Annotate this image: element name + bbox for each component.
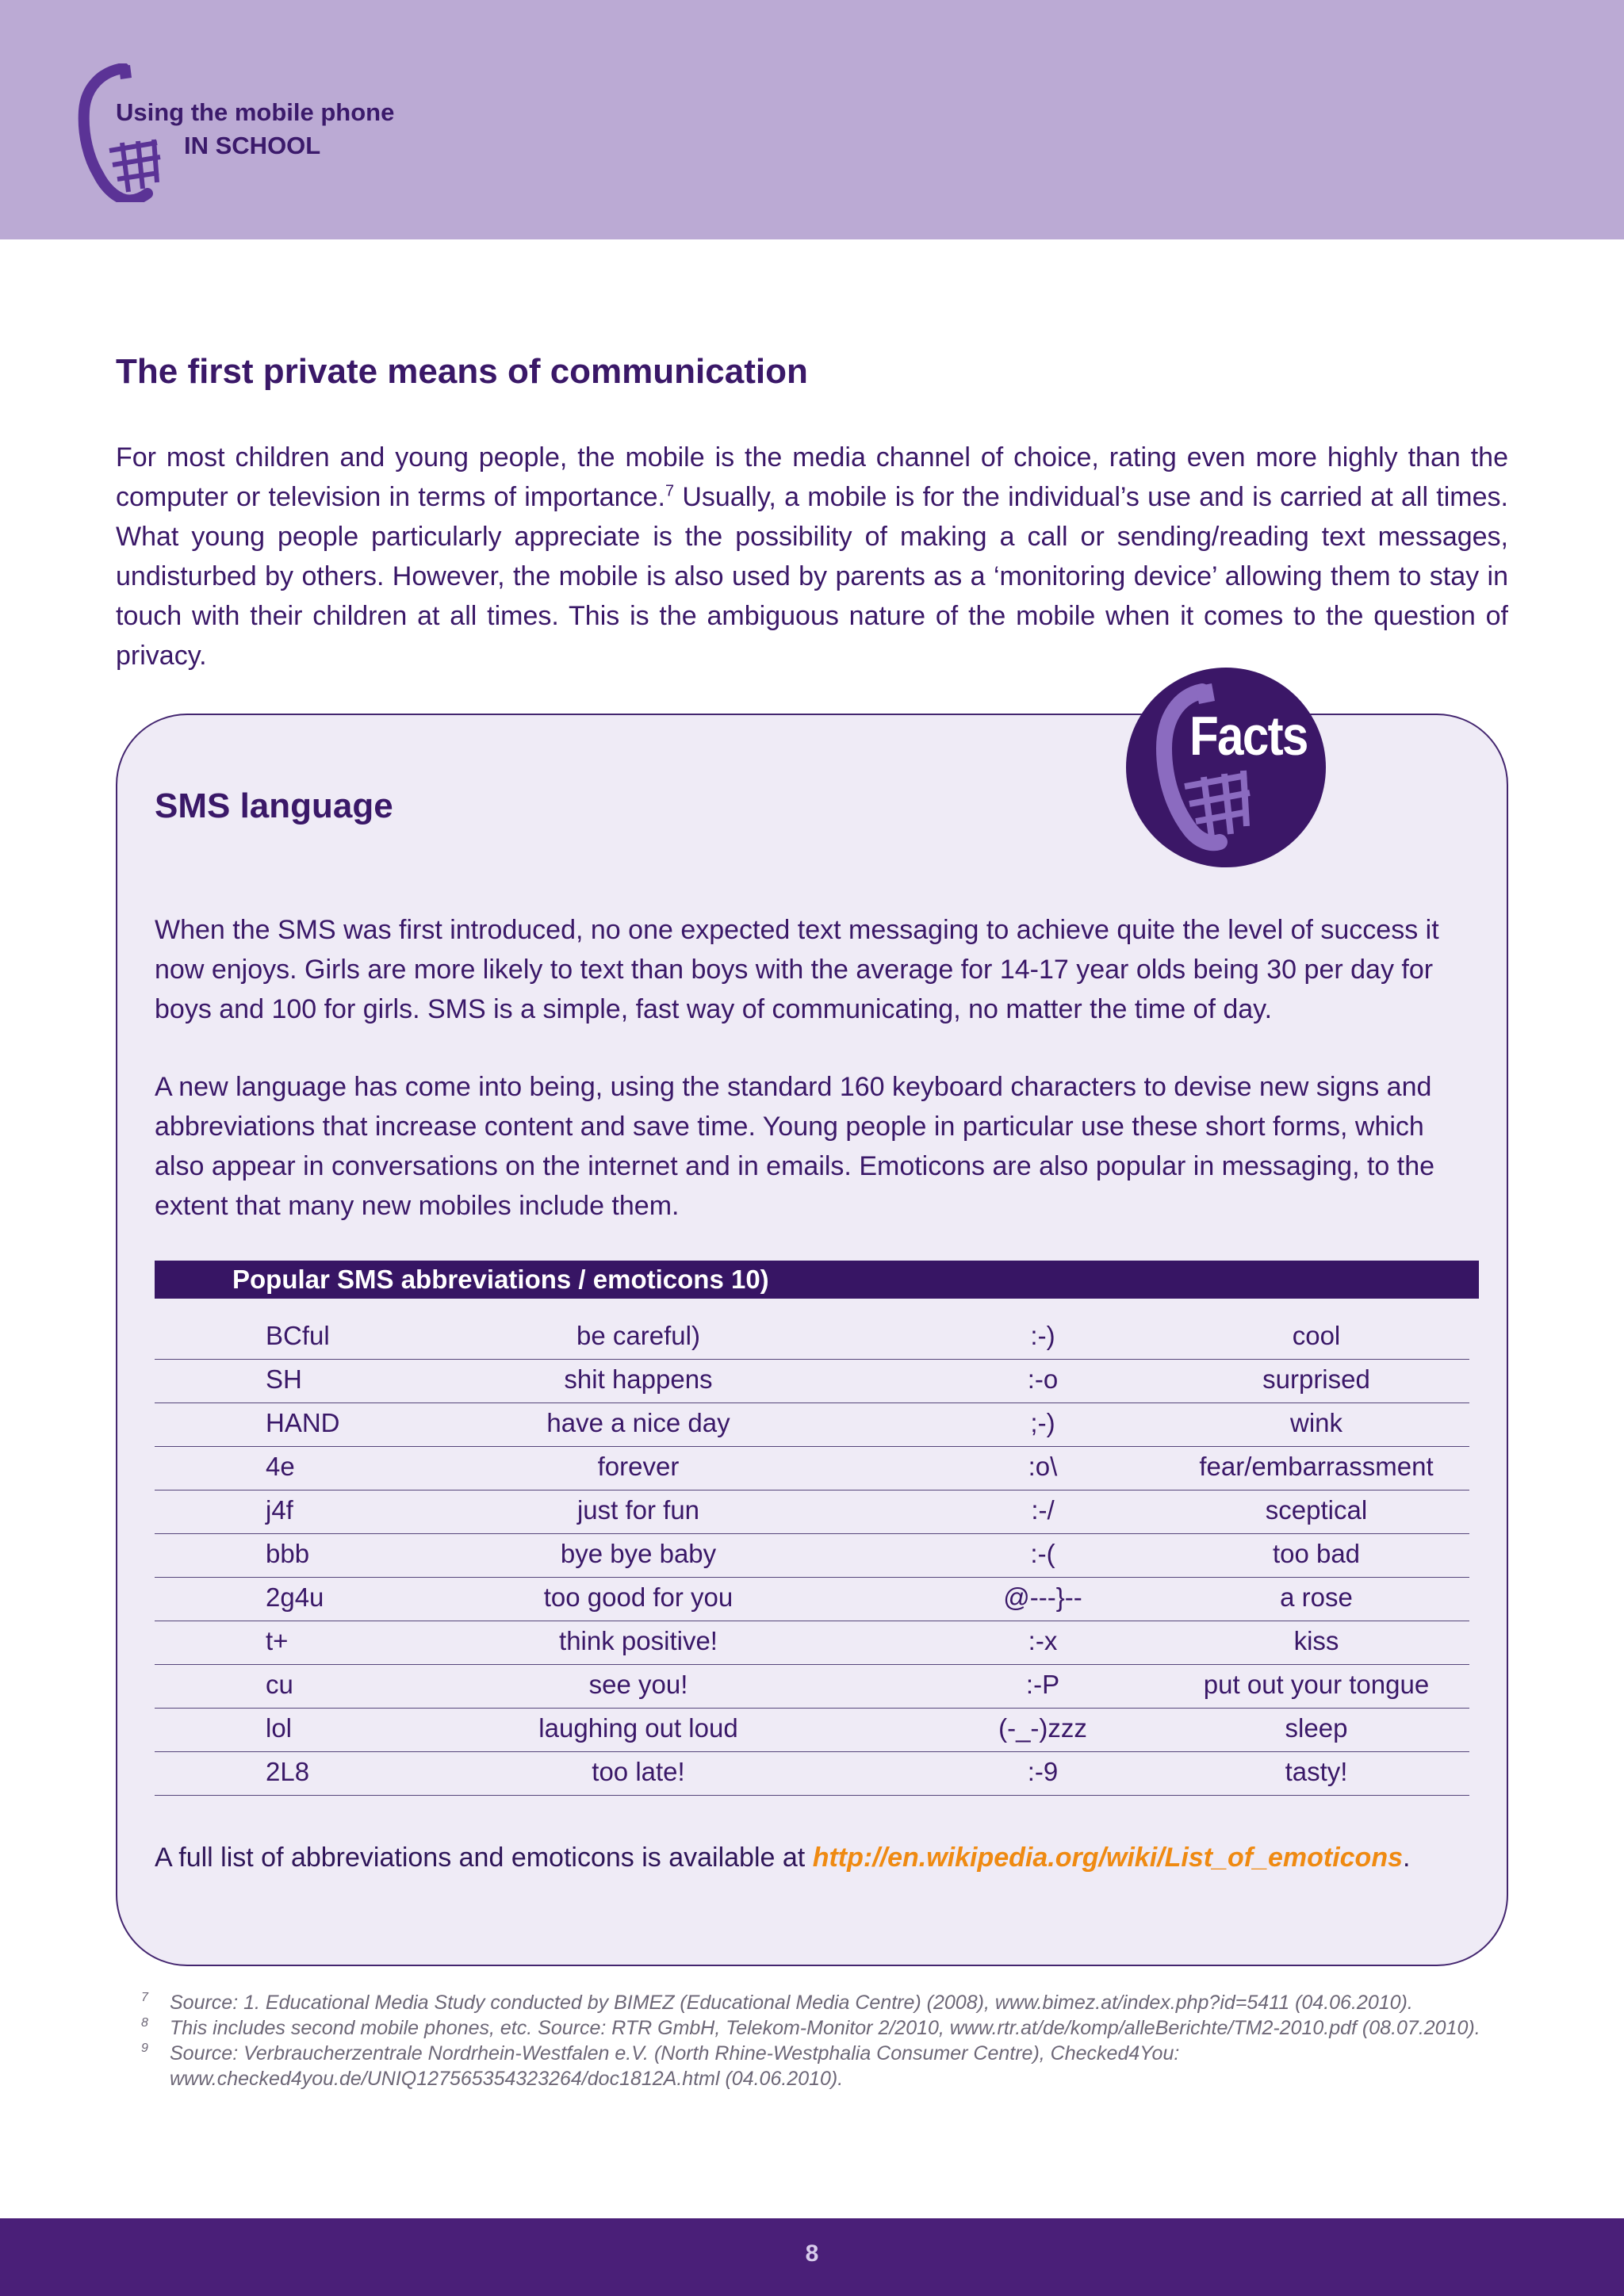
table-row [155, 1578, 1469, 1621]
description-cell: put out your tongue [1203, 1670, 1430, 1699]
meaning-cell: laughing out loud [538, 1713, 738, 1743]
emoticon-cell: (-_-)zzz [998, 1713, 1087, 1743]
emoticon-cell: ;-) [1030, 1408, 1055, 1437]
intro-paragraph [116, 438, 1508, 675]
footnote-number: 9 [141, 2042, 148, 2055]
mobile-phone-icon [78, 63, 173, 202]
table-row [155, 1665, 1469, 1709]
footnote [141, 2015, 1505, 2041]
footnote-number: 7 [141, 1991, 148, 2004]
table-row [155, 1709, 1469, 1752]
description-cell: fear/embarrassment [1199, 1452, 1434, 1481]
meaning-cell: think positive! [559, 1626, 718, 1655]
emoticon-cell: :-( [1030, 1539, 1055, 1568]
emoticon-cell: :-o [1027, 1364, 1059, 1394]
table-row [155, 1447, 1469, 1490]
page-footer [0, 2218, 1624, 2296]
link-sentence [155, 1843, 1410, 1873]
meaning-cell: forever [597, 1452, 680, 1481]
emoticon-cell: :-/ [1031, 1495, 1055, 1525]
footnote [141, 1990, 1505, 2015]
footnotes [141, 1990, 1505, 2091]
footnote-text: Source: 1. Educational Media Study conducted by BIMEZ (Educational Media Centre) (2008), www.bimez.at/index.php?id=5411 (04.06.2010). [170, 1992, 1413, 2014]
abbreviation-cell: BCful [266, 1321, 330, 1350]
description-cell: sceptical [1265, 1495, 1368, 1525]
table-row [155, 1534, 1469, 1578]
description-cell: a rose [1280, 1582, 1353, 1612]
emoticon-cell: :o\ [1028, 1452, 1058, 1481]
emoticons-link[interactable]: http://en.wikipedia.org/wiki/List_of_emoticons [812, 1843, 1404, 1873]
facts-badge-label: Facts [1189, 705, 1308, 767]
emoticon-cell: :-) [1030, 1321, 1055, 1350]
table-row [155, 1752, 1469, 1796]
sms-abbreviations-table [155, 1316, 1469, 1796]
footnote-ref: 7 [665, 482, 675, 500]
description-cell: wink [1289, 1408, 1343, 1437]
description-cell: kiss [1293, 1626, 1339, 1655]
facts-title: SMS language [155, 786, 393, 825]
meaning-cell: too late! [592, 1757, 685, 1786]
facts-paragraph-2: A new language has come into being, using the standard 160 keyboard characters to devise new signs and abbreviations that increase content and save time. Young people in particular use these short forms, which also appear in conversations on the internet and in emails. Emoticons are also popular in messaging, to the extent that many new mobiles include them. [155, 1072, 1435, 1221]
abbreviation-cell: HAND [266, 1408, 340, 1437]
facts-badge [1126, 668, 1326, 867]
footnote-text: This includes second mobile phones, etc. Source: RTR GmbH, Telekom-Monitor 2/2010, www.rtr.at/de/komp/alleBerichte/TM2-2010.pdf (08.07.2010). [170, 2017, 1480, 2039]
emoticon-cell: @---}-- [1003, 1582, 1082, 1612]
table-row [155, 1316, 1469, 1360]
abbreviation-cell: cu [266, 1670, 293, 1699]
emoticon-cell: :-P [1025, 1670, 1060, 1699]
table-row [155, 1490, 1469, 1534]
link-prefix: A full list of abbreviations and emoticons is available at [155, 1843, 813, 1873]
table-row [155, 1360, 1469, 1403]
header-subtitle: IN SCHOOL [184, 132, 321, 159]
intro-text-part1: For most children and young people, the mobile is the media channel of choice, rating even more highly than the computer or television in terms of importance. [116, 442, 1508, 512]
description-cell: tasty! [1285, 1757, 1348, 1786]
footnote [141, 2041, 1505, 2091]
page-number: 8 [805, 2241, 819, 2267]
description-cell: surprised [1262, 1364, 1370, 1394]
description-cell: sleep [1285, 1713, 1348, 1743]
abbreviation-cell: 4e [266, 1452, 295, 1481]
meaning-cell: shit happens [564, 1364, 713, 1394]
abbreviation-cell: bbb [266, 1539, 310, 1568]
meaning-cell: have a nice day [546, 1408, 730, 1437]
footnote-text: Source: Verbraucherzentrale Nordrhein-Westfalen e.V. (North Rhine-Westphalia Consumer Centre), Checked4You: www.checked4you.de/UNIQ127565354323264/doc1812A.html (04.06.2010). [170, 2042, 1180, 2090]
table-row [155, 1403, 1469, 1447]
section-title: The first private means of communication [116, 352, 808, 391]
header-title: Using the mobile phone [116, 98, 395, 126]
page-header [0, 0, 1624, 239]
facts-paragraph-1: When the SMS was first introduced, no one expected text messaging to achieve quite the level of success it now enjoys. Girls are more likely to text than boys with the average for 14-17 year olds being 30 per day for boys and 100 for girls. SMS is a simple, fast way of communicating, no matter the time of day. [155, 915, 1439, 1024]
emoticon-cell: :-9 [1027, 1757, 1059, 1786]
meaning-cell: see you! [588, 1670, 688, 1699]
abbreviation-cell: lol [266, 1713, 293, 1743]
intro-text-part2: Usually, a mobile is for the individual’s use and is carried at all times. What young people particularly appreciate is the possibility of making a call or sending/reading text messages, undisturbed by others. However, the mobile is also used by parents as a ‘monitoring device’ allowing them to stay in touch with their children at all times. This is the ambiguous nature of the mobile when it comes to the question of privacy. [116, 482, 1508, 671]
table-row [155, 1621, 1469, 1665]
abbreviation-cell: 2g4u [266, 1582, 324, 1612]
meaning-cell: be careful) [576, 1321, 700, 1350]
description-cell: cool [1292, 1321, 1341, 1350]
link-suffix: . [1403, 1843, 1411, 1873]
abbreviation-cell: SH [266, 1364, 302, 1394]
meaning-cell: just for fun [576, 1495, 700, 1525]
table-title: Popular SMS abbreviations / emoticons 10) [155, 1261, 1479, 1299]
abbreviation-cell: j4f [266, 1495, 293, 1525]
abbreviation-cell: t+ [266, 1626, 289, 1655]
footnote-number: 8 [141, 2016, 148, 2030]
meaning-cell: bye bye baby [560, 1539, 717, 1568]
emoticon-cell: :-x [1028, 1626, 1058, 1655]
abbreviation-cell: 2L8 [266, 1757, 310, 1786]
meaning-cell: too good for you [543, 1582, 733, 1612]
description-cell: too bad [1272, 1539, 1361, 1568]
